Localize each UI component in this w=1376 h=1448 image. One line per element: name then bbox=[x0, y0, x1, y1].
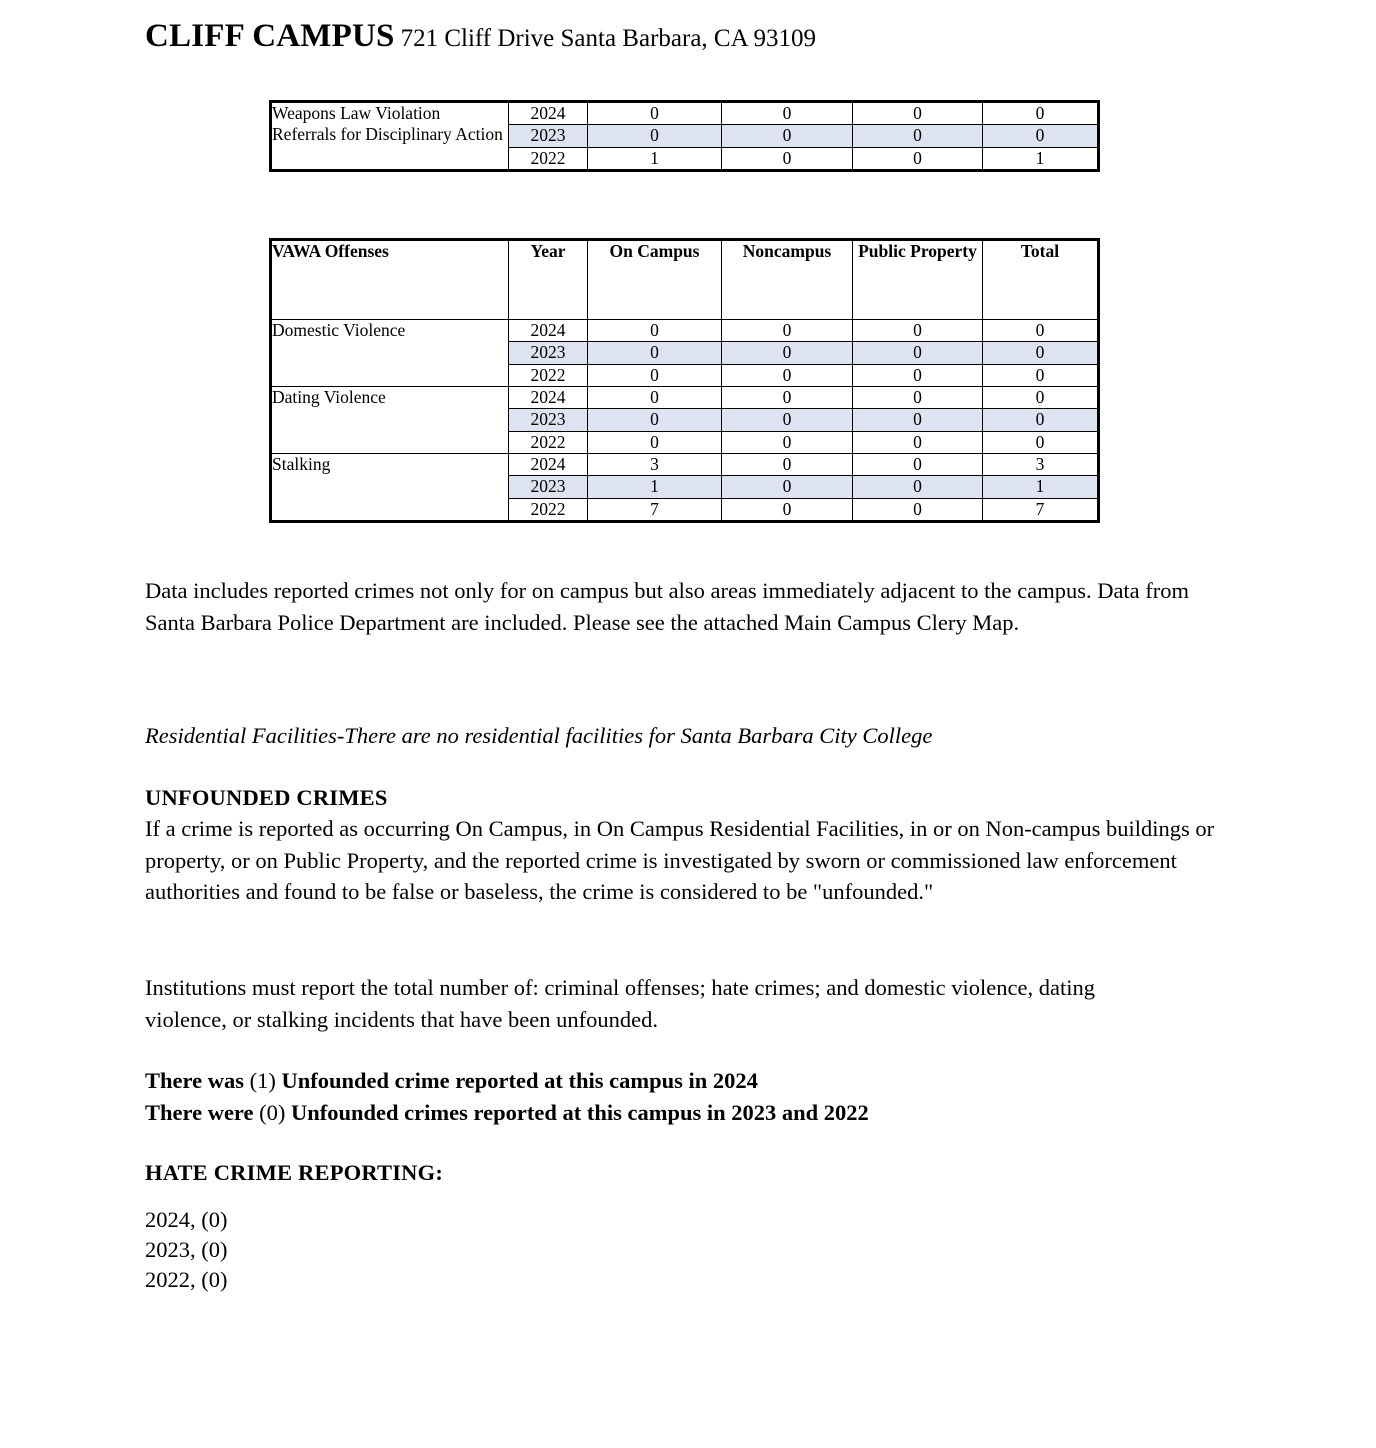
cell-year: 2023 bbox=[509, 342, 588, 364]
list-item: 2023, (0) bbox=[145, 1237, 228, 1263]
cell-public-property: 0 bbox=[853, 387, 983, 409]
unfounded-count-2023-2022 bbox=[145, 1097, 1225, 1129]
cell-noncampus: 0 bbox=[722, 387, 853, 409]
cell-total: 3 bbox=[983, 454, 1098, 476]
table-header-row bbox=[272, 241, 1098, 320]
cell-on-campus: 1 bbox=[588, 147, 722, 169]
cell-year: 2023 bbox=[509, 409, 588, 431]
row-label-stalking: Stalking bbox=[272, 454, 509, 521]
vawa-offenses-table bbox=[269, 238, 1100, 523]
weapons-law-violation-table bbox=[269, 100, 1100, 172]
cell-public-property: 0 bbox=[853, 409, 983, 431]
table-row bbox=[272, 454, 1098, 476]
unfounded-reporting-paragraph: Institutions must report the total number of: criminal offenses; hate crimes; and domestic violence, dating violence, or stalking incidents that have been unfounded. bbox=[145, 975, 1095, 1032]
cell-public-property: 0 bbox=[853, 103, 983, 125]
cell-total: 1 bbox=[983, 147, 1098, 169]
cell-total: 0 bbox=[983, 387, 1098, 409]
hate-crime-reporting-heading: HATE CRIME REPORTING: bbox=[145, 1160, 444, 1185]
cell-on-campus: 1 bbox=[588, 476, 722, 498]
campus-address: 721 Cliff Drive Santa Barbara, CA 93109 bbox=[400, 25, 817, 52]
cell-on-campus: 0 bbox=[588, 103, 722, 125]
list-item: 2024, (0) bbox=[145, 1207, 228, 1232]
unfounded-prior-prefix: There were bbox=[145, 1099, 260, 1125]
cell-year: 2023 bbox=[509, 125, 588, 147]
cell-year: 2022 bbox=[509, 431, 588, 453]
unfounded-2024-suffix: Unfounded crime reported at this campus in 2024 bbox=[275, 1068, 758, 1093]
unfounded-prior-suffix: Unfounded crimes reported at this campus in 2023 and 2022 bbox=[285, 1099, 869, 1125]
cell-total: 0 bbox=[983, 364, 1098, 386]
cell-on-campus: 0 bbox=[588, 431, 722, 453]
table-row bbox=[272, 320, 1098, 342]
cell-noncampus: 0 bbox=[722, 409, 853, 431]
cell-on-campus: 0 bbox=[588, 409, 722, 431]
table-row bbox=[272, 387, 1098, 409]
cell-noncampus: 0 bbox=[722, 147, 853, 169]
cell-public-property: 0 bbox=[853, 498, 983, 520]
cell-year: 2023 bbox=[509, 476, 588, 498]
unfounded-counts bbox=[145, 1065, 1225, 1128]
table-row bbox=[272, 103, 1098, 125]
cell-public-property: 0 bbox=[853, 147, 983, 169]
row-label-dating-violence: Dating Violence bbox=[272, 387, 509, 454]
hate-crime-list bbox=[145, 1205, 1220, 1295]
cell-noncampus: 0 bbox=[722, 476, 853, 498]
unfounded-count-2024 bbox=[145, 1065, 1225, 1097]
campus-name: CLIFF CAMPUS bbox=[145, 18, 395, 54]
cell-on-campus: 3 bbox=[588, 454, 722, 476]
header-on-campus: On Campus bbox=[588, 241, 722, 320]
cell-year: 2024 bbox=[509, 387, 588, 409]
cell-year: 2022 bbox=[509, 147, 588, 169]
weapons-table bbox=[271, 102, 1098, 170]
vawa-table bbox=[271, 240, 1098, 521]
row-label: Weapons Law Violation Referrals for Disciplinary Action bbox=[272, 103, 509, 170]
cell-noncampus: 0 bbox=[722, 342, 853, 364]
cell-public-property: 0 bbox=[853, 342, 983, 364]
header-noncampus: Noncampus bbox=[722, 241, 853, 320]
cell-year: 2022 bbox=[509, 498, 588, 520]
cell-noncampus: 0 bbox=[722, 320, 853, 342]
cell-public-property: 0 bbox=[853, 476, 983, 498]
cell-year: 2024 bbox=[509, 320, 588, 342]
cell-total: 1 bbox=[983, 476, 1098, 498]
cell-year: 2022 bbox=[509, 364, 588, 386]
cell-total: 0 bbox=[983, 342, 1098, 364]
unfounded-prior-value: (0) bbox=[259, 1099, 286, 1125]
cell-on-campus: 0 bbox=[588, 342, 722, 364]
cell-year: 2024 bbox=[509, 103, 588, 125]
residential-facilities-note: Residential Facilities-There are no residential facilities for Santa Barbara City College bbox=[145, 723, 933, 748]
cell-noncampus: 0 bbox=[722, 498, 853, 520]
cell-total: 7 bbox=[983, 498, 1098, 520]
cell-noncampus: 0 bbox=[722, 125, 853, 147]
cell-on-campus: 0 bbox=[588, 387, 722, 409]
unfounded-2024-value: (1) bbox=[249, 1068, 276, 1093]
cell-noncampus: 0 bbox=[722, 364, 853, 386]
cell-noncampus: 0 bbox=[722, 431, 853, 453]
cell-total: 0 bbox=[983, 431, 1098, 453]
cell-total: 0 bbox=[983, 103, 1098, 125]
unfounded-2024-prefix: There was bbox=[145, 1068, 250, 1093]
cell-on-campus: 7 bbox=[588, 498, 722, 520]
cell-public-property: 0 bbox=[853, 364, 983, 386]
cell-total: 0 bbox=[983, 409, 1098, 431]
cell-on-campus: 0 bbox=[588, 125, 722, 147]
data-note-paragraph: Data includes reported crimes not only for on campus but also areas immediately adjacent to the campus. Data from Santa Barbara Police Department are included. Please see the attached Main Campus Clery Map. bbox=[145, 578, 1190, 635]
cell-on-campus: 0 bbox=[588, 320, 722, 342]
cell-public-property: 0 bbox=[853, 454, 983, 476]
cell-on-campus: 0 bbox=[588, 364, 722, 386]
cell-year: 2024 bbox=[509, 454, 588, 476]
cell-total: 0 bbox=[983, 125, 1098, 147]
cell-noncampus: 0 bbox=[722, 103, 853, 125]
row-label-domestic-violence: Domestic Violence bbox=[272, 320, 509, 387]
header-total: Total bbox=[983, 241, 1098, 320]
page-title bbox=[145, 18, 816, 55]
cell-total: 0 bbox=[983, 320, 1098, 342]
header-year: Year bbox=[509, 241, 588, 320]
list-item: 2022, (0) bbox=[145, 1267, 228, 1293]
header-public-property: Public Property bbox=[853, 241, 983, 320]
cell-public-property: 0 bbox=[853, 431, 983, 453]
unfounded-definition-paragraph: If a crime is reported as occurring On Campus, in On Campus Residential Facilities, in or on Non-campus buildings or property, or on Public Property, and the reported crime is investigated by sworn or commissioned law enforcement authorities and found to be false or baseless, the crime is considered to be "unfounded." bbox=[145, 816, 1215, 904]
cell-noncampus: 0 bbox=[722, 454, 853, 476]
cell-public-property: 0 bbox=[853, 320, 983, 342]
cell-public-property: 0 bbox=[853, 125, 983, 147]
header-offense: VAWA Offenses bbox=[272, 241, 509, 320]
unfounded-crimes-heading: UNFOUNDED CRIMES bbox=[145, 785, 388, 810]
